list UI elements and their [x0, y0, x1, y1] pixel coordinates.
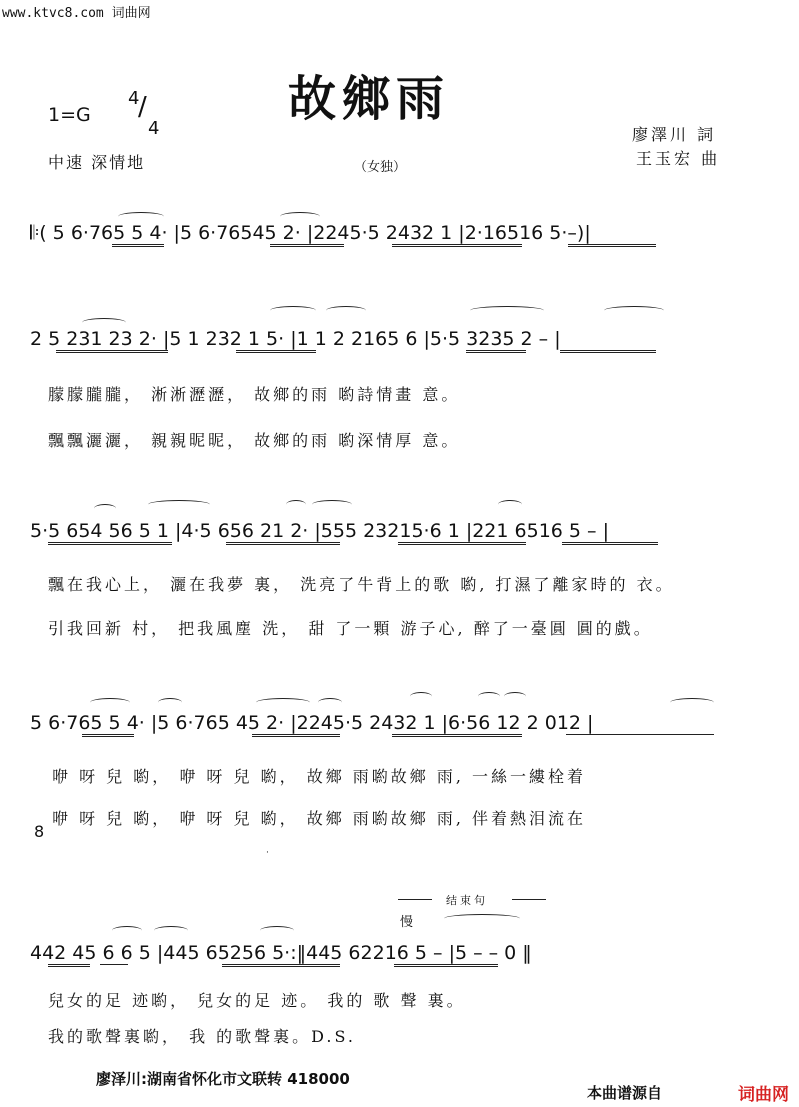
slur	[90, 698, 130, 707]
lyrics-row-4-verse-1: 咿 呀 兒 喲， 咿 呀 兒 喲， 故鄉 雨喲故鄉 雨, 一絲一縷栓着	[52, 767, 587, 786]
score-row-4: 5 6·765 5 4· |5 6·765 45 2· |2245·5 2432 1 |6·56 12 2 012 |	[30, 712, 594, 734]
site-watermark: www.ktvc8.com 词曲网	[2, 6, 151, 21]
slur	[326, 306, 366, 315]
source-note: 本曲谱源自	[587, 1084, 663, 1102]
beam	[568, 244, 656, 247]
page-mark: 8	[34, 822, 45, 841]
stray-dot: ·	[266, 848, 269, 858]
beam	[236, 350, 316, 353]
lyricist-credit: 廖澤川 詞	[632, 125, 717, 144]
slur	[478, 692, 500, 701]
beam	[394, 964, 498, 967]
slur	[260, 926, 294, 935]
slur	[410, 692, 432, 701]
beam	[560, 350, 656, 353]
contact-address: 廖泽川:湖南省怀化市文联转 418000	[96, 1070, 350, 1088]
slur	[604, 306, 664, 315]
lyrics-row-3-verse-2: 引我回新 村， 把我風塵 洗， 甜 了一顆 游子心, 醉了一臺圓 圓的戲。	[48, 619, 653, 638]
beam	[398, 542, 526, 545]
meter-bottom: 4	[148, 118, 160, 139]
slur	[280, 212, 320, 221]
slur	[256, 698, 310, 707]
lyrics-row-5-verse-1: 兒女的足 迹喲， 兒女的足 迹。 我的 歌 聲 裏。	[48, 991, 466, 1010]
beam	[466, 350, 526, 353]
beam	[252, 734, 340, 737]
lyrics-row-3-verse-1: 飄在我心上， 灑在我夢 裏， 洗亮了牛背上的歌 喲, 打濕了離家時的 衣。	[48, 575, 675, 594]
slur	[504, 692, 526, 701]
end-phrase-line-left	[398, 899, 432, 900]
beam	[48, 542, 172, 545]
end-phrase-label: 结束句	[446, 894, 488, 907]
beam	[226, 542, 340, 545]
beam	[270, 244, 344, 247]
beam	[392, 734, 522, 737]
beam	[82, 734, 134, 737]
lyrics-row-2-verse-1: 朦朦朧朧， 淅淅瀝瀝， 故鄉的雨 喲詩情畫 意。	[48, 385, 461, 404]
beam	[222, 964, 340, 967]
tempo-marking: 中速 深情地	[48, 153, 146, 172]
slur	[154, 926, 188, 935]
slur	[94, 504, 116, 513]
key-signature: 1=G	[48, 104, 91, 126]
slur	[670, 698, 714, 707]
slur	[312, 500, 352, 509]
beam	[56, 350, 168, 353]
lyrics-row-5-verse-2: 我的歌聲裏喲， 我 的歌聲裏。D.S.	[48, 1027, 356, 1046]
slur	[270, 306, 316, 315]
score-row-1: 𝄆( 5 6·765 5 4· |5 6·76545 2· |2245·5 2432 1 |2·16516 5·–)|	[30, 222, 591, 244]
beam	[112, 244, 164, 247]
tempo-slow: 慢	[400, 915, 414, 930]
song-title: 故鄉雨	[288, 71, 451, 127]
slur	[148, 500, 210, 509]
beam	[562, 542, 658, 545]
beam	[48, 964, 90, 967]
meter-slash: /	[138, 92, 147, 122]
beam	[100, 964, 128, 965]
slur	[444, 914, 520, 923]
slur	[286, 500, 306, 509]
score-row-2: 2 5 231 23 2· |5 1 232 1 5· |1 1 2 2165 6 |5·5 3235 2 – |	[30, 328, 561, 350]
slur	[498, 500, 522, 509]
meter-top: 4	[128, 88, 140, 109]
composer-credit: 王玉宏 曲	[636, 149, 721, 168]
slur	[470, 306, 544, 315]
lyrics-row-4-verse-2: 咿 呀 兒 喲， 咿 呀 兒 喲， 故鄉 雨喲故鄉 雨, 伴着熱泪流在	[52, 809, 587, 828]
beam	[392, 244, 522, 247]
site-logo: 词曲网	[738, 1085, 789, 1105]
end-phrase-line-right	[512, 899, 546, 900]
slur	[82, 318, 126, 327]
slur	[112, 926, 142, 935]
beam	[566, 734, 714, 735]
score-row-5: 442 45 6 6 5 |445 65256 5·:‖445 62216 5 – |5 – – 0 ‖	[30, 942, 532, 964]
slur	[118, 212, 164, 221]
score-row-3: 5·5 654 56 5 1 |4·5 656 21 2· |555 23215·6 1 |221 6516 5 – |	[30, 520, 609, 542]
lyrics-row-2-verse-2: 飄飄灑灑， 親親昵昵， 故鄉的雨 喲深情厚 意。	[48, 431, 461, 450]
slur	[158, 698, 182, 707]
performer-note: （女独）	[354, 160, 407, 175]
slur	[318, 698, 342, 707]
